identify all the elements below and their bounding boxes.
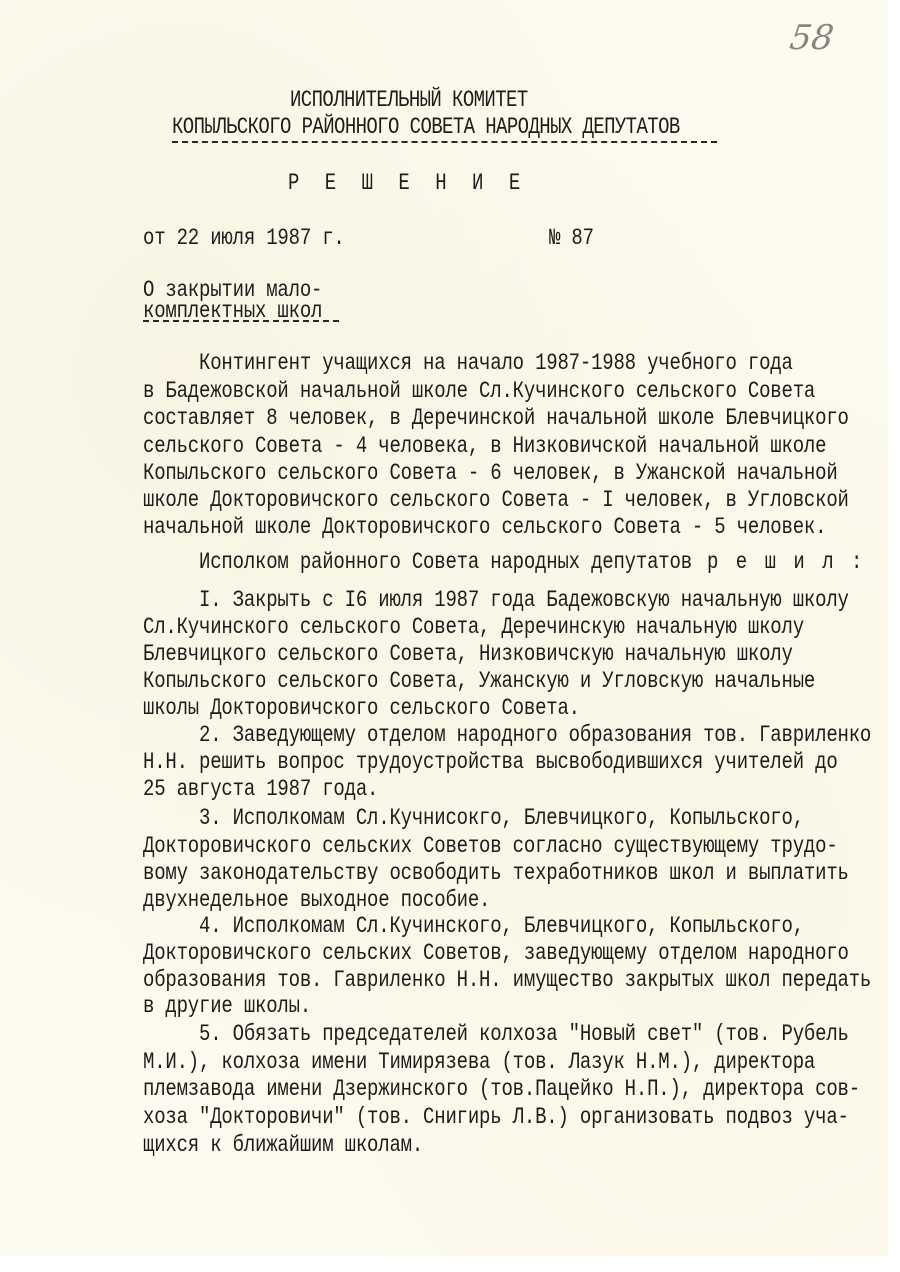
text-line: Докторовичского сельских Советов согласно существующему трудо- xyxy=(143,832,838,860)
text-line: Контингент учащихся на начало 1987-1988 учебного года xyxy=(143,349,793,377)
folio-number: 58 xyxy=(787,18,837,58)
text-line: 5. Обязать председателей колхоза "Новый свет" (тов. Рубель xyxy=(143,1020,849,1048)
text-line: в Бадежовской начальной школе Сл.Кучинского сельского Совета xyxy=(143,377,816,405)
text-line: школе Докторовичского сельского Совета - I человек, в Угловской xyxy=(143,486,849,514)
text-line: Блевчицкого сельского Совета, Низковичскую начальную школу xyxy=(143,640,793,668)
text-line: Сл.Кучинского сельского Совета, Деречинскую начальную школу xyxy=(143,613,804,641)
text-line: начальной школе Докторовичского сельского Совета - 5 человек. xyxy=(143,513,827,541)
resolved-word: р е ш и л : xyxy=(707,548,866,576)
subject-line-2: комплектных школ xyxy=(143,297,323,325)
header-line-1: ИСПОЛНИТЕЛЬНЫЙ КОМИТЕТ xyxy=(290,86,528,114)
text-line: М.И.), колхоза имени Тимирязева (тов. Лазук Н.М.), директора xyxy=(143,1048,816,1076)
subject-underline xyxy=(143,320,339,322)
text-line: Докторовичского сельских Советов, заведующему отделом народного xyxy=(143,939,849,967)
document-type-title: Р Е Ш Е Н И Е xyxy=(288,169,528,197)
text-line: 25 августа 1987 года. xyxy=(143,775,379,803)
text-line: школы Докторовичского сельского Совета. xyxy=(143,694,580,722)
text-line: образования тов. Гавриленко Н.Н. имущество закрытых школ передать xyxy=(143,966,872,994)
text-line: вому законодательству освободить техработников школ и выплатить xyxy=(143,859,849,887)
header-line-2: КОПЫЛЬСКОГО РАЙОННОГО СОВЕТА НАРОДНЫХ ДЕПУТАТОВ xyxy=(172,113,680,141)
text-line: Копыльского сельского Совета - 6 человек, в Ужанской начальной xyxy=(143,459,838,487)
text-line: I. Закрыть с I6 июля 1987 года Бадежовскую начальную школу xyxy=(143,586,849,614)
text-line: 4. Исполкомам Сл.Кучинского, Блевчицкого, Копыльского, xyxy=(143,912,804,940)
text-line: 3. Исполкомам Сл.Кучнисокго, Блевчицкого, Копыльского, xyxy=(143,804,804,832)
text-line: в другие школы. xyxy=(143,992,312,1020)
text-line: щихся к ближайшим школам. xyxy=(143,1131,424,1159)
text-line: племзавода имени Дзержинского (тов.Пацейко Н.П.), директора сов- xyxy=(143,1075,860,1103)
text-line: Н.Н. решить вопрос трудоустройства высвободившихся учителей до xyxy=(143,748,838,776)
text-line: 2. Заведующему отделом народного образования тов. Гавриленко xyxy=(143,721,872,749)
document-number: № 87 xyxy=(549,224,594,252)
header-underline xyxy=(172,141,717,143)
subject-line-1: О закрытии мало- xyxy=(143,276,323,304)
text-line: хоза "Докторовичи" (тов. Снигирь Л.В.) организовать подвоз уча- xyxy=(143,1103,849,1131)
text-line: составляет 8 человек, в Деречинской начальной школе Блевчицкого xyxy=(143,404,849,432)
resolution-intro: Исполком районного Совета народных депутатов xyxy=(143,548,692,576)
text-line: Копыльского сельского Совета, Ужанскую и Угловскую начальные xyxy=(143,667,816,695)
text-line: сельского Совета - 4 человека, в Низковичской начальной школе xyxy=(143,432,827,460)
document-date: от 22 июля 1987 г. xyxy=(143,224,345,252)
text-line: двухнедельное выходное пособие. xyxy=(143,886,491,914)
